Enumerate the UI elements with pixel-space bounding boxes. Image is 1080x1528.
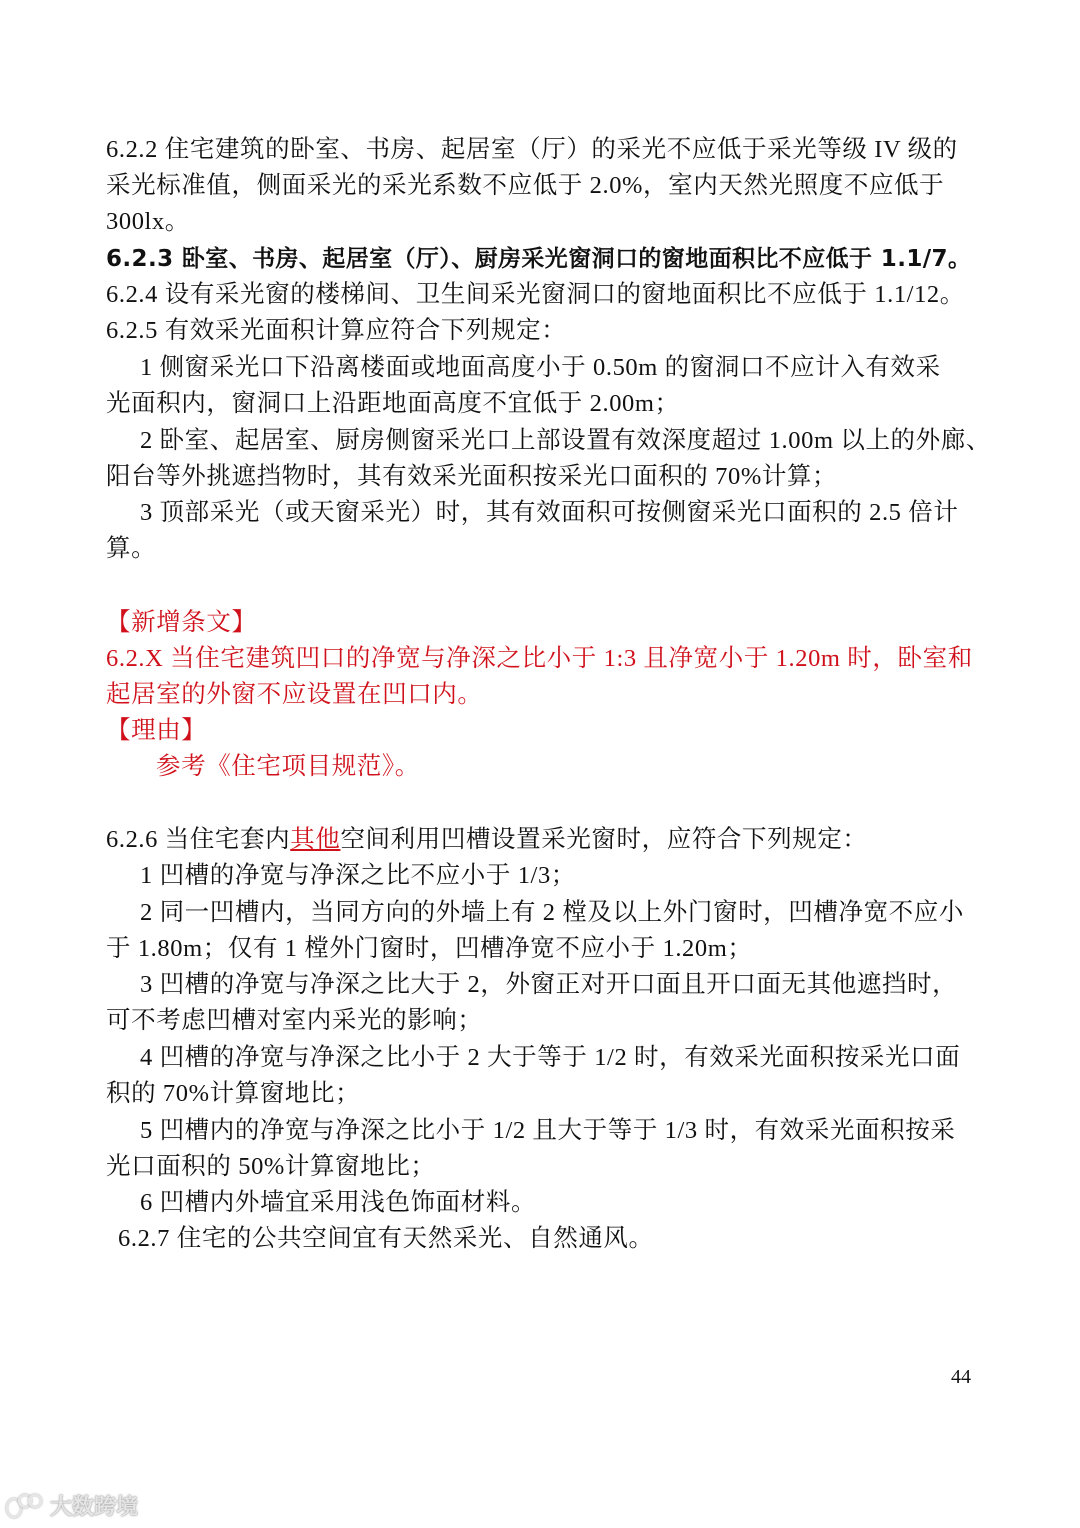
clause-6-2-6-item-5-line-1: 5 凹槽内的净宽与净深之比小于 1/2 且大于等于 1/3 时，有效采光面积按采: [140, 1117, 956, 1144]
clause-6-2-6-item-3-line-1: 3 凹槽的净宽与净深之比大于 2，外窗正对开口面且开口面无其他遮挡时，: [140, 971, 958, 998]
clause-6-2-6: [106, 822, 868, 858]
reason-heading: 【理由】: [106, 717, 207, 744]
clause-6-2-5-item-1-line-1: 1 侧窗采光口下沿离楼面或地面高度小于 0.50m 的窗洞口不应计入有效采: [140, 354, 941, 381]
clause-6-2-5-item-2-line-2: 阳台等外挑遮挡物时，其有效采光面积按采光口面积的 70%计算；: [106, 463, 838, 490]
clause-6-2-5-item-1-line-2: 光面积内，窗洞口上沿距地面高度不宜低于 2.00m；: [106, 390, 680, 417]
reason-text: 参考《住宅项目规范》。: [156, 753, 420, 780]
new-clause-6-2-x-line-2: 起居室的外窗不应设置在凹口内。: [106, 681, 483, 708]
clause-6-2-6-prefix: 6.2.6 当住宅套内: [106, 826, 291, 853]
clause-6-2-6-item-5-line-2: 光口面积的 50%计算窗地比；: [106, 1153, 436, 1180]
page-number: 44: [951, 1366, 971, 1388]
clause-6-2-7: 6.2.7 住宅的公共空间宜有天然采光、自然通风。: [118, 1225, 654, 1252]
clause-6-2-6-suffix: 空间利用凹槽设置采光窗时，应符合下列规定：: [340, 826, 868, 853]
clause-6-2-3: 6.2.3 卧室、书房、起居室（厅）、厨房采光窗洞口的窗地面积比不应低于 1.1/7。: [106, 246, 972, 272]
clause-6-2-6-item-6: 6 凹槽内外墙宜采用浅色饰面材料。: [140, 1189, 537, 1216]
clause-6-2-5: 6.2.5 有效采光面积计算应符合下列规定：: [106, 317, 567, 344]
watermark-text: 大数跨境: [50, 1495, 139, 1520]
watermark: [6, 1490, 138, 1521]
clause-6-2-6-item-3-line-2: 可不考虑凹槽对室内采光的影响；: [106, 1007, 483, 1034]
clause-6-2-6-item-1: 1 凹槽的净宽与净深之比不应小于 1/3；: [140, 862, 576, 889]
clause-6-2-5-item-3-line-1: 3 顶部采光（或天窗采光）时，其有效面积可按侧窗采光口面积的 2.5 倍计: [140, 499, 959, 526]
clause-6-2-2-line-1: 6.2.2 住宅建筑的卧室、书房、起居室（厅）的采光不应低于采光等级 IV 级的: [106, 136, 958, 163]
clause-6-2-6-item-2-line-2: 于 1.80m；仅有 1 樘外门窗时，凹槽净宽不应小于 1.20m；: [106, 935, 753, 962]
clause-6-2-5-item-2-line-1: 2 卧室、起居室、厨房侧窗采光口上部设置有效深度超过 1.00m 以上的外廊、: [140, 427, 991, 454]
clause-6-2-4: 6.2.4 设有采光窗的楼梯间、卫生间采光窗洞口的窗地面积比不应低于 1.1/12。: [106, 281, 965, 308]
clause-6-2-5-item-3-line-2: 算。: [106, 535, 157, 562]
clause-6-2-2-line-2: 采光标准值，侧面采光的采光系数不应低于 2.0%，室内天然光照度不应低于: [106, 172, 945, 199]
clause-6-2-6-item-4-line-2: 积的 70%计算窗地比；: [106, 1080, 361, 1107]
clause-6-2-2-line-3: 300lx。: [106, 208, 190, 235]
clause-6-2-6-item-4-line-1: 4 凹槽的净宽与净深之比小于 2 大于等于 1/2 时，有效采光面积按采光口面: [140, 1044, 961, 1071]
inserted-text-underlined: 其他: [290, 826, 341, 853]
new-clause-heading: 【新增条文】: [106, 609, 257, 636]
clause-6-2-6-item-2-line-1: 2 同一凹槽内，当同方向的外墙上有 2 樘及以上外门窗时，凹槽净宽不应小: [140, 899, 964, 926]
new-clause-6-2-x-line-1: 6.2.X 当住宅建筑凹口的净宽与净深之比小于 1:3 且净宽小于 1.20m 时，卧室和: [106, 645, 973, 672]
watermark-logo-icon: [6, 1494, 44, 1518]
